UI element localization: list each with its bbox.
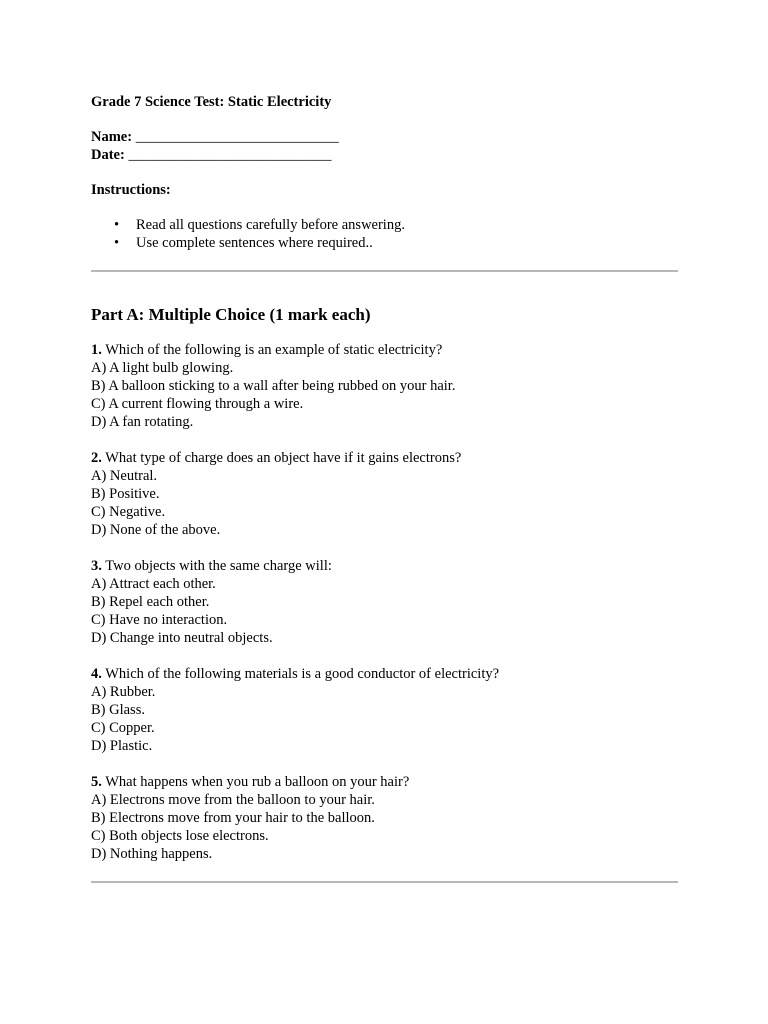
question-list <box>91 341 678 863</box>
answer-option: B) Repel each other. <box>91 594 210 610</box>
answer-option: C) Copper. <box>91 720 155 736</box>
question-1 <box>91 341 678 431</box>
horizontal-rule <box>91 881 678 883</box>
name-field-line <box>91 128 678 146</box>
question-stem <box>91 773 678 791</box>
question-number: 1. <box>91 342 102 358</box>
date-field-line <box>91 146 678 164</box>
answer-option: C) Both objects lose electrons. <box>91 828 269 844</box>
question-text: What type of charge does an object have if it gains electrons? <box>105 450 462 466</box>
answer-option: A) A light bulb glowing. <box>91 360 234 376</box>
question-number: 5. <box>91 774 102 790</box>
question-stem <box>91 665 678 683</box>
question-number: 4. <box>91 666 102 682</box>
question-stem <box>91 557 678 575</box>
document-title: Grade 7 Science Test: Static Electricity <box>91 94 332 110</box>
question-5 <box>91 773 678 863</box>
instruction-item: • Read all questions carefully before answering. <box>136 216 678 234</box>
answer-option: B) Glass. <box>91 702 145 718</box>
answer-option: D) Nothing happens. <box>91 846 213 862</box>
answer-option: C) Have no interaction. <box>91 612 228 628</box>
question-number: 3. <box>91 558 102 574</box>
answer-option: B) Positive. <box>91 486 160 502</box>
question-text: Which of the following is an example of static electricity? <box>105 342 443 358</box>
answer-option: A) Electrons move from the balloon to your hair. <box>91 792 375 808</box>
answer-option: A) Neutral. <box>91 468 158 484</box>
question-text: What happens when you rub a balloon on your hair? <box>105 774 410 790</box>
answer-option: B) A balloon sticking to a wall after being rubbed on your hair. <box>91 378 456 394</box>
answer-option: B) Electrons move from your hair to the balloon. <box>91 810 375 826</box>
question-3 <box>91 557 678 647</box>
answer-option: C) A current flowing through a wire. <box>91 396 304 412</box>
date-blank: ____________________________ <box>128 147 332 163</box>
question-2 <box>91 449 678 539</box>
answer-option: D) A fan rotating. <box>91 414 194 430</box>
instructions-list <box>91 216 678 252</box>
answer-option: A) Rubber. <box>91 684 156 700</box>
part-a-title: Part A: Multiple Choice (1 mark each) <box>91 305 371 324</box>
answer-option: D) Plastic. <box>91 738 153 754</box>
answer-option: D) Change into neutral objects. <box>91 630 273 646</box>
question-4 <box>91 665 678 755</box>
question-number: 2. <box>91 450 102 466</box>
answer-option: D) None of the above. <box>91 522 221 538</box>
question-stem <box>91 449 678 467</box>
question-stem <box>91 341 678 359</box>
name-blank: ____________________________ <box>135 129 339 145</box>
name-label: Name: <box>91 129 133 145</box>
date-label: Date: <box>91 147 125 163</box>
question-text: Two objects with the same charge will: <box>105 558 332 574</box>
instruction-item: • Use complete sentences where required.. <box>136 234 678 252</box>
question-text: Which of the following materials is a good conductor of electricity? <box>105 666 500 682</box>
answer-option: C) Negative. <box>91 504 166 520</box>
instructions-heading: Instructions: <box>91 182 171 198</box>
test-document <box>91 93 678 883</box>
answer-option: A) Attract each other. <box>91 576 216 592</box>
